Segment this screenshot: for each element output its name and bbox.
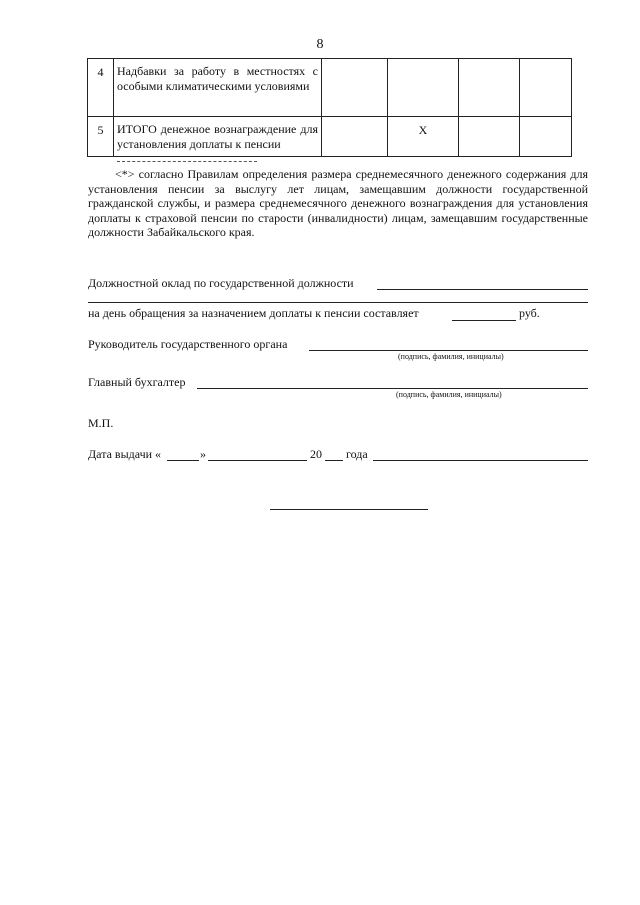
accountant-signature-field[interactable]: [197, 388, 588, 389]
row-description: ИТОГО денежное вознаграждение для установления доплаты к пенсии: [114, 117, 322, 157]
issue-month-field[interactable]: [208, 460, 307, 461]
closing-separator: [270, 509, 428, 510]
head-signature-field[interactable]: [309, 350, 588, 351]
issue-year-field[interactable]: [325, 460, 343, 461]
table-row: [88, 117, 572, 157]
row-description: Надбавки за работу в местностях с особыми климатическими условиями: [114, 59, 322, 117]
table-cell: [459, 59, 520, 117]
issue-date-label: Дата выдачи «: [88, 447, 162, 461]
issue-day-field[interactable]: [167, 460, 199, 461]
salary-continuation-field[interactable]: [88, 302, 588, 303]
row-number: 5: [88, 117, 114, 157]
issue-date-quote: »: [200, 447, 206, 461]
salary-field[interactable]: [377, 289, 588, 290]
row-number: 4: [88, 59, 114, 117]
amount-field[interactable]: [452, 320, 516, 321]
salary-label: Должностной оклад по государственной должности: [88, 276, 354, 290]
table-cell: X: [388, 117, 459, 157]
year-prefix: 20: [310, 447, 322, 461]
currency-label: руб.: [519, 306, 540, 320]
table-cell: [388, 59, 459, 117]
head-label: Руководитель государственного органа: [88, 337, 288, 351]
page-number: 8: [316, 37, 324, 52]
table-cell: [459, 117, 520, 157]
signature-caption: (подпись, фамилия, инициалы): [398, 352, 504, 361]
table-cell: [322, 117, 388, 157]
table-cell: [520, 59, 572, 117]
appeal-label: на день обращения за назначением доплаты к пенсии составляет: [88, 306, 419, 320]
footnote-separator: [117, 161, 257, 162]
year-suffix: года: [346, 447, 368, 461]
issue-date-extra-field[interactable]: [373, 460, 588, 461]
stamp-label: М.П.: [88, 416, 114, 430]
footnote-text: <*> согласно Правилам определения размера среднемесячного денежного содержания для установления пенсии за выслугу лет лицам, замещавшим должности государственной гражданской службы, и размера среднемесячного денежного вознаграждения для установления доплаты к страховой пенсии по старости (инвалидности) лицам, замещавшим государственные должности Забайкальского края.: [88, 167, 588, 239]
table-cell: [520, 117, 572, 157]
accountant-label: Главный бухгалтер: [88, 375, 186, 389]
table-row: [88, 59, 572, 117]
income-table: [87, 58, 572, 157]
table-cell: [322, 59, 388, 117]
signature-caption: (подпись, фамилия, инициалы): [396, 390, 502, 399]
